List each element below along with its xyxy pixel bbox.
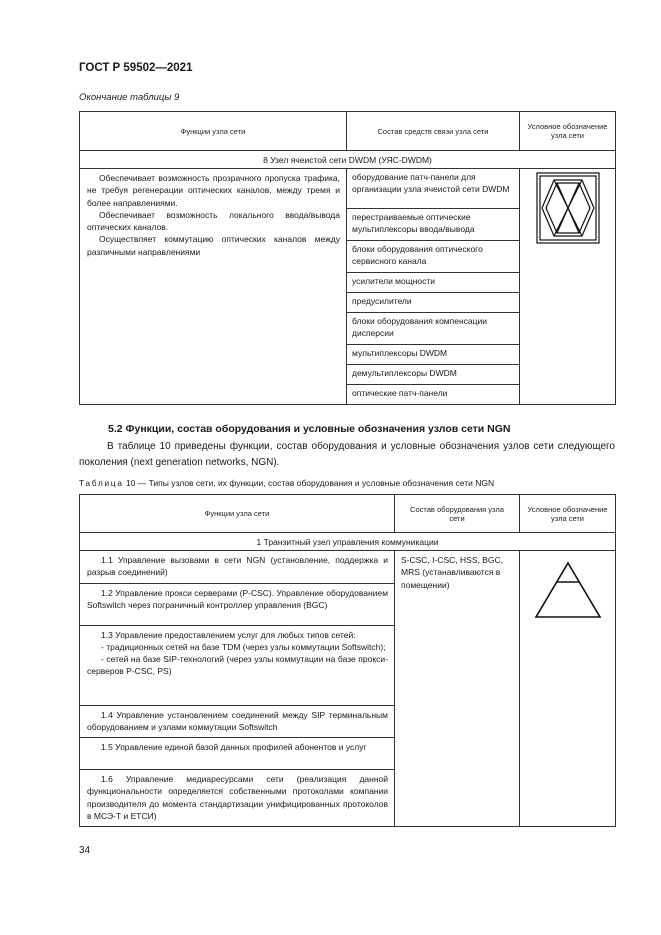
equipment-item: мультиплексоры DWDM [347, 345, 520, 365]
table-10 [79, 494, 616, 827]
col-header-equipment: Состав средств связи узла сети [347, 112, 520, 151]
col-header-symbol: Условное обозначение узла сети [520, 495, 616, 533]
col-header-equipment: Состав оборудования узла сети [395, 495, 520, 533]
function-row: 1.6 Управление медиаресурсами сети (реализация данной функциональности определяется собственными протоколами компании производителя до момента стандартизации унифицированных протоколов в МСЭ-Т и ЕТСИ) [80, 770, 395, 827]
equipment-cell: S-CSC, I-CSC, HSS, BGC, MRS (устанавливаются в помещении) [395, 551, 520, 626]
document-code: ГОСТ Р 59502—2021 [79, 62, 193, 74]
function-row: 1.4 Управление установлением соединений между SIP терминальным оборудованием и узлами коммутации Softswitch [80, 705, 395, 738]
equipment-item: предусилители [347, 293, 520, 313]
equipment-item: усилители мощности [347, 273, 520, 293]
equipment-item: перестраиваемые оптические мультиплексоры ввода/вывода [347, 209, 520, 241]
symbol-cell [520, 551, 616, 827]
function-row: 1.5 Управление единой базой данных профилей абонентов и услуг [80, 738, 395, 770]
table-9 [79, 111, 616, 405]
table-10-caption: Таблица 10 — Типы узлов сети, их функции, состав оборудования и условные обозначения сети NGN [79, 478, 495, 488]
function-text: Обеспечивает возможность прозрачного пропуска трафика, не требуя регенерации оптических каналов, между тремя и более направлениями. [87, 173, 340, 208]
equipment-item: блоки оборудования оптического сервисного канала [347, 241, 520, 273]
function-row: 1.1 Управление вызовами в сети NGN (установление, поддержка и разрыв соединений) [80, 551, 395, 584]
section-heading: 5.2 Функции, состав оборудования и условные обозначения узлов сети NGN [108, 423, 511, 435]
function-row: 1.2 Управление прокси серверами (P-CSC). Управление оборудованием Softswitch через пограничный контроллер управления (BGC) [80, 583, 395, 625]
equipment-item: демультиплексоры DWDM [347, 365, 520, 385]
equipment-cell-continued [395, 625, 520, 827]
function-text: Обеспечивает возможность локального ввода/вывода оптических каналов. [87, 209, 340, 233]
section-row-dwdm: 8 Узел ячеистой сети DWDM (УЯС-DWDM) [80, 151, 616, 169]
col-header-functions: Функции узла сети [80, 112, 347, 151]
equipment-item: оборудование патч-панели для организации узла ячеистой сети DWDM [347, 169, 520, 209]
equipment-item: блоки оборудования компенсации дисперсии [347, 313, 520, 345]
page-number: 34 [79, 845, 91, 856]
body-paragraph: В таблице 10 приведены функции, состав оборудования и условные обозначения узлов сети следующего поколения (next generation networks, NGN). [79, 441, 615, 468]
function-row: 1.3 Управление предоставлением услуг для любых типов сетей: - традиционных сетей на базе TDM (через узлы коммутации Softswitch); - сетей на базе SIP-технологий (через узлы коммутации на базе прокси-серверов P-CSC, PS) [80, 625, 395, 705]
section-row-transit-node: 1 Транзитный узел управления коммуникации [80, 533, 616, 551]
functions-cell [80, 169, 347, 405]
dwdm-mesh-node-symbol-icon [536, 172, 600, 244]
col-header-functions: Функции узла сети [80, 495, 395, 533]
symbol-cell [520, 169, 616, 405]
function-text: Осуществляет коммутацию оптических каналов между различными направлениями [87, 234, 340, 257]
equipment-item: оптические патч-панели [347, 385, 520, 405]
table-continuation-label: Окончание таблицы 9 [79, 92, 180, 103]
transit-node-triangle-symbol-icon [534, 561, 602, 621]
col-header-symbol: Условное обозначение узла сети [520, 112, 616, 151]
